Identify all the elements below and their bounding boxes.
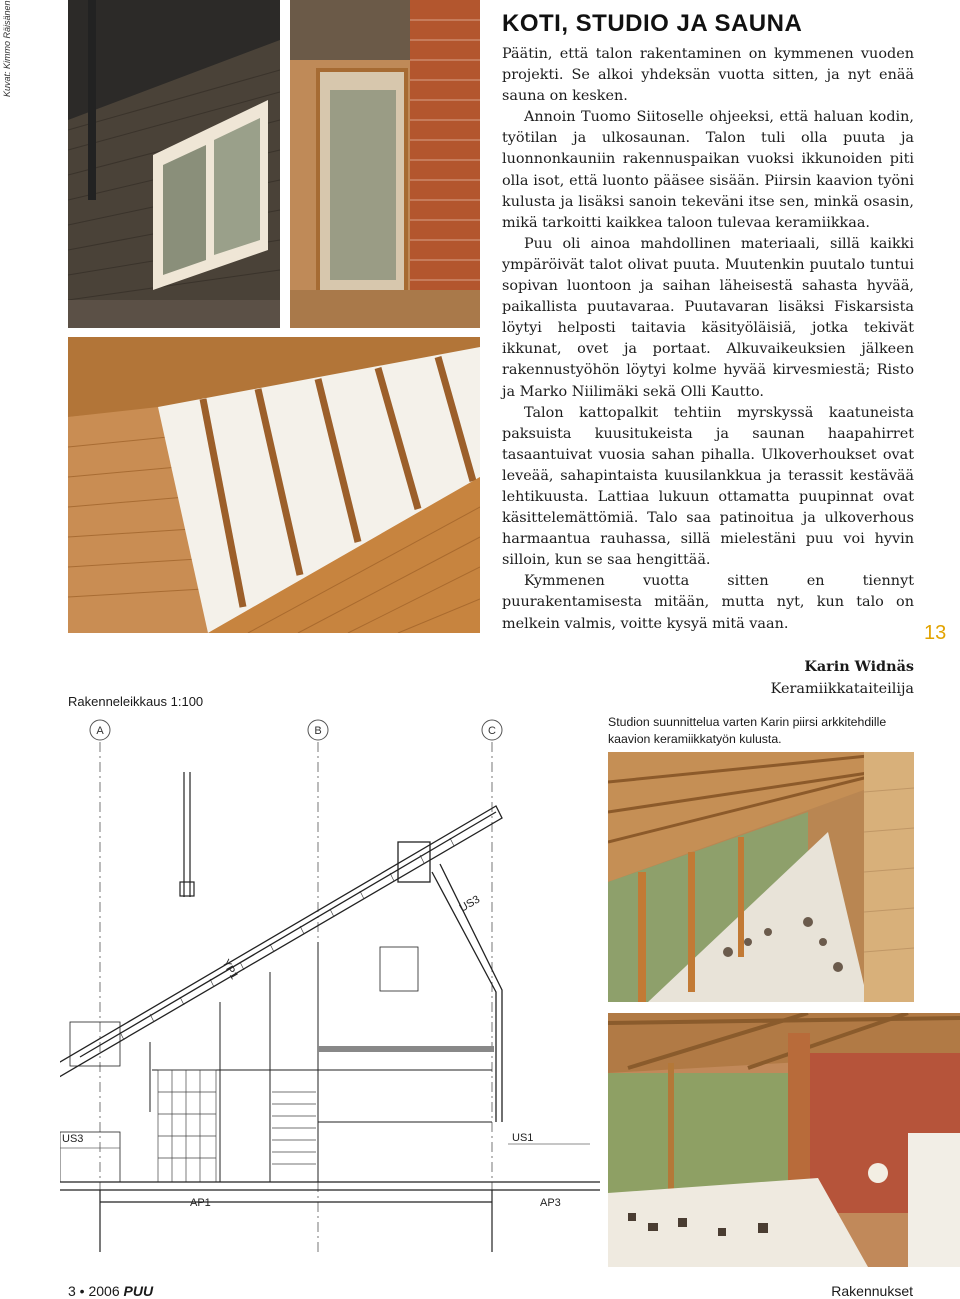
drawing-label-us3-left: US3 <box>62 1133 84 1145</box>
paragraph: Annoin Tuomo Siitoselle ohjeeksi, että haluan kodin, työtilan ja ulkosaunan. Talon tuli olla puuta ja luonnonkauniin rakennuspaikan vuoksi ikkunoiden piti olla isot, että luonto pääsee sisään. Piirsin kaavion työni kulusta ja lisäksi sanoin tekeväni itse sen, minkä osasin, mikä tarkoitti kaikkea taloon tulevaa keramiikkaa. <box>502 109 914 231</box>
photo-exterior-windows <box>68 0 280 328</box>
photo-credit: Kuvat: Kimmo Räisänen <box>2 0 12 97</box>
paragraph: Päätin, että talon rakentaminen on kymmenen vuoden projekti. Se alkoi yhdeksän vuotta sitten, ja nyt enää sauna on kesken. <box>502 46 914 105</box>
drawing-label-us1: US1 <box>512 1132 534 1144</box>
footer-section: Rakennukset <box>831 1283 913 1299</box>
author-role: Keramiikkataiteilija <box>770 681 914 697</box>
section-drawing <box>60 712 600 1257</box>
drawing-label-yp1: YP1 <box>219 957 241 982</box>
article-body <box>502 44 914 635</box>
grid-label-b: B <box>314 725 322 737</box>
paragraph: Puu oli ainoa mahdollinen materiaali, sillä kaikki ympäröivät talot olivat puuta. Muutenkin puutalo tuntui sopivan luontoon ja saihan läheisestä sahasta hyvää, paikallista puutavaraa. Puutavaran lisäksi Fiskarsista löytyi helposti taitavia käsityöläisiä, jotka tekivät ikkunat, ovet ja portaat. Alkuvaikeuksien jälkeen rakennustyöhön löytyi kolme hyvää kirvesmiestä; Risto ja Marko Niilimäki sekä Olli Kautto. <box>502 235 914 400</box>
drawing-label-ap3: AP3 <box>540 1197 561 1209</box>
photo-glass-corner <box>290 0 480 328</box>
author-name: Karin Widnäs <box>804 658 914 675</box>
magazine-name: PUU <box>123 1283 154 1299</box>
grid-label-c: C <box>488 725 496 737</box>
drawing-caption: Rakenneleikkaus 1:100 <box>68 694 204 709</box>
photo-roof-windows <box>68 337 480 633</box>
drawing-label-us3-top: US3 <box>457 893 483 915</box>
article-title: KOTI, STUDIO JA SAUNA <box>502 10 803 38</box>
paragraph: Kymmenen vuotta sitten en tiennyt puurakentamisesta mitään, mutta nyt, kun talo on melkein valmis, voitte kysyä mitä vaan. <box>502 573 914 632</box>
photo-studio-interior <box>608 752 914 1002</box>
issue-number: 3 • 2006 <box>68 1283 120 1299</box>
drawing-label-ap1: AP1 <box>190 1197 211 1209</box>
studio-caption: Studion suunnittelua varten Karin piirsi arkkitehdille kaavion keramiikkatyön kulusta. <box>608 715 887 746</box>
paragraph: Talon kattopalkit tehtiin myrskyssä kaatuneista paksuista kuusitukeista ja saunan haapahirret tasaantuivat vuosia sahan pihalla. Ulkoverhoukset ovat leveää, sahapintaista kuusilankkua ja terassit kestävää lehtikuusta. Lattiaa lukuun ottamatta puupinnat ovat käsittelemättömiä. Talo saa patinoitua ja ulkoverhous harmaantua rauhassa, sillä mielestäni puu voi hyvin silloin, kun se saa hengittää. <box>502 404 914 569</box>
grid-label-a: A <box>96 725 104 737</box>
photo-gallery <box>608 1013 960 1267</box>
page-number: 13 <box>924 622 947 644</box>
author-signature <box>771 656 914 700</box>
